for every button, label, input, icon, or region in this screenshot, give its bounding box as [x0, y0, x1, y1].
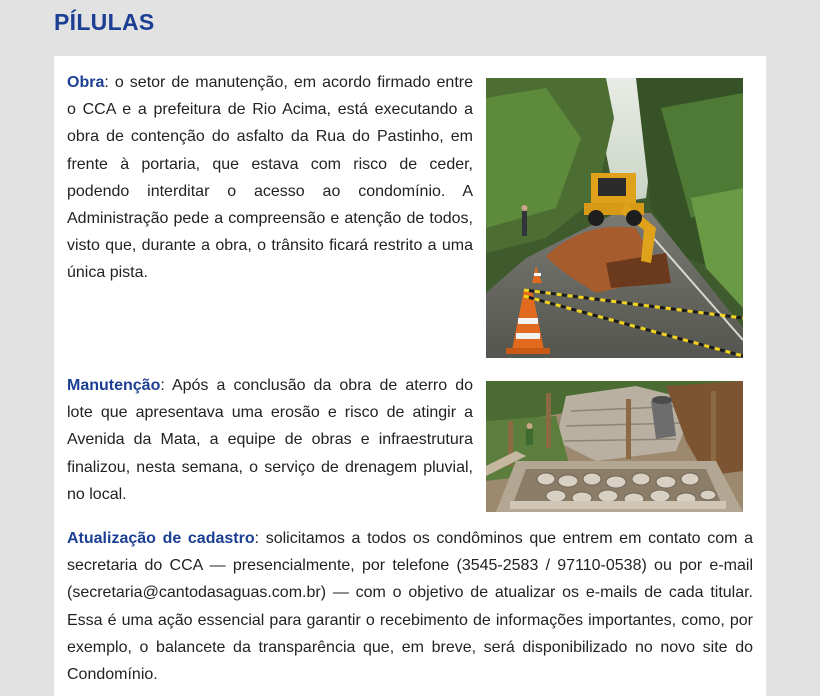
news-item-obra [67, 69, 473, 287]
news-card [54, 56, 766, 696]
news-item-text: : o setor de manutenção, em acordo firmado entre o CCA e a prefeitura de Rio Acima, está executando a obra de contenção do asfalto da Rua do Pastinho, em frente à portaria, que estava com risco de ceder, podendo interditar o acesso ao condomínio. A Administração pede a compreensão e atenção de todos, visto que, durante a obra, o trânsito ficará restrito a uma única pista. [67, 74, 473, 282]
news-item-keyword: Atualização de cadastro [67, 530, 255, 547]
news-item-text: : solicitamos a todos os condôminos que entrem em contato com a secretaria do CCA — presencialmente, por telefone (3545-2583 / 97110-0538) ou por e-mail (secretaria@cantodasaguas.com.br) — com o objetivo de atualizar os e-mails de cada titular. Essa é uma ação essencial para garantir o recebimento de informações importantes, como, por exemplo, o balancete da transparência que, em breve, será disponibilizado no novo site do Condomínio. [67, 530, 754, 684]
drainage-work-photo [486, 381, 743, 512]
section-title: PÍLULAS [54, 9, 155, 35]
news-item-cadastro [67, 525, 753, 688]
news-item-manutencao [67, 372, 473, 508]
news-item-keyword: Obra [67, 74, 105, 91]
news-item-keyword: Manutenção [67, 377, 161, 394]
news-item-text: : Após a conclusão da obra de aterro do lote que apresentava uma erosão e risco de atingir a Avenida da Mata, a equipe de obras e infraestrutura finalizou, nesta semana, o serviço de drenagem pluvial, no local. [67, 377, 473, 503]
road-construction-photo [486, 78, 743, 358]
